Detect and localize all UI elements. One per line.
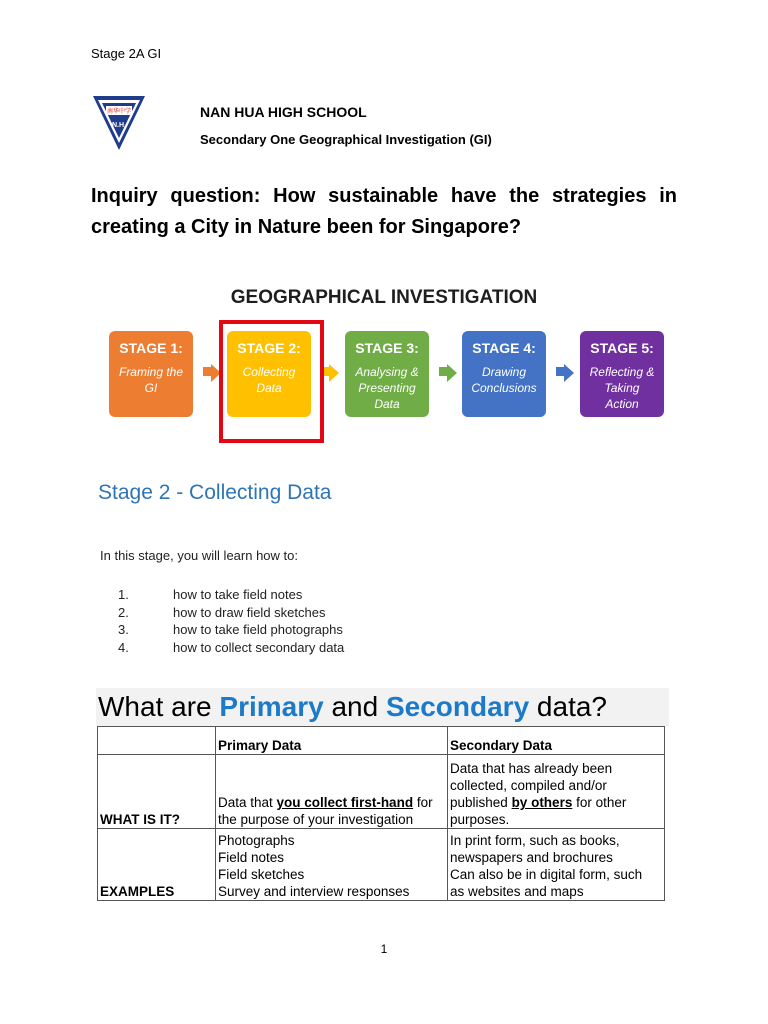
page-number: 1 <box>380 942 388 956</box>
data-question-title: What are Primary and Secondary data? <box>96 688 669 726</box>
flow-arrow-icon <box>329 364 339 382</box>
svg-text:南华中学: 南华中学 <box>106 108 132 115</box>
svg-text:N.H.: N.H. <box>112 122 126 129</box>
stage-3-box <box>345 331 429 417</box>
header-label: Stage 2A GI <box>91 46 162 61</box>
school-crest-logo <box>91 94 147 152</box>
header-secondary: Secondary Data <box>448 727 665 755</box>
stage2-heading: Stage 2 - Collecting Data <box>98 481 332 504</box>
stage-description: Drawing Conclusions <box>471 365 537 395</box>
flow-arrow-icon <box>447 364 457 382</box>
stage-description: Collecting Data <box>242 365 296 395</box>
school-name: NAN HUA HIGH SCHOOL <box>200 104 367 120</box>
stage-title: STAGE 2: <box>237 340 301 356</box>
stage-1-box <box>109 331 193 417</box>
flow-arrow-icon <box>564 364 574 382</box>
learn-item: 3. how to take field photographs <box>118 622 343 637</box>
school-subtitle: Secondary One Geographical Investigation (GI) <box>200 132 492 147</box>
stage-description: Framing the GI <box>118 365 184 395</box>
learn-item: 2. how to draw field sketches <box>118 604 326 620</box>
learn-item: 1. how to take field notes <box>118 587 303 602</box>
table-row-what <box>98 755 665 829</box>
stage-description: Reflecting & Taking Action <box>589 365 655 411</box>
header-primary: Primary Data <box>216 727 448 755</box>
stage-4-box <box>462 331 546 417</box>
header-cell-empty <box>98 727 216 755</box>
learn-intro: In this stage, you will learn how to: <box>100 548 298 563</box>
stage-title: STAGE 3: <box>355 340 419 356</box>
stage-title: STAGE 1: <box>119 340 183 356</box>
secondary-examples-cell: In print form, such as books, newspapers and brochures Can also be in digital form, such as websites and maps <box>448 829 665 901</box>
data-comparison-table <box>97 726 665 901</box>
gi-diagram-title: GEOGRAPHICAL INVESTIGATION <box>230 287 538 308</box>
table-row-examples <box>98 829 665 901</box>
inquiry-question: Inquiry question: How sustainable have the strategies in creating a City in Nature been for Singapore? <box>91 185 677 238</box>
primary-what-cell: Data that you collect first-hand for the purpose of your investigation <box>216 755 448 829</box>
table-header-row <box>98 727 665 755</box>
stage-2-highlight-box <box>219 320 324 443</box>
stage-5-box <box>580 331 664 417</box>
primary-examples-cell: Photographs Field notes Field sketches Survey and interview responses <box>216 829 448 901</box>
learn-item: 4. how to collect secondary data <box>118 639 345 655</box>
stage-description: Analysing & Presenting Data <box>355 365 419 411</box>
examples-label: EXAMPLES <box>98 829 216 901</box>
stage-title: STAGE 5: <box>590 340 654 356</box>
what-label: WHAT IS IT? <box>98 755 216 829</box>
secondary-what-cell: Data that has already been collected, compiled and/or published by others for other purposes. <box>448 755 665 829</box>
stage-title: STAGE 4: <box>472 340 536 356</box>
